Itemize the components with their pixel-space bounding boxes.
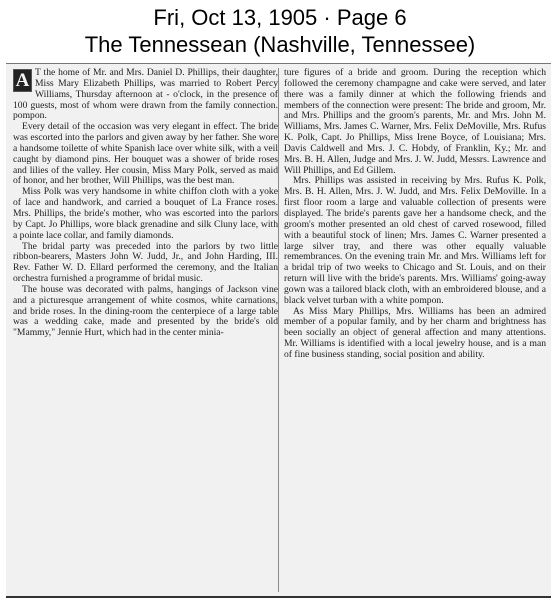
article-paragraph: Every detail of the occasion was very elegant in effect. The bride was escorted into the parlors and given away by her father. She wore a handsome toilette of white Spanish lace over white silk, with a veil caught by diamond pins. Her bouquet was a shower of bride roses and lilies of the valley. Her cousin, Miss Mary Polk, served as maid of honor, and her brother, Will Phillips, was the best man. [13,121,278,187]
date-page-line: Fri, Oct 13, 1905 · Page 6 [153,5,407,30]
column-divider [278,68,279,592]
page-header [0,0,560,62]
article-paragraph: The bridal party was preceded into the parlors by two little ribbon-bearers, Masters John W. Judd, Jr., and John Harding, III. Rev. Father W. D. Ellard performed the ceremony, and the Italian orchestra furnished a programme of bridal music. [13,240,278,285]
article-paragraph: A T the home of Mr. and Mrs. Daniel D. Phillips, their daughter, Miss Mary Elizabeth Phillips, was married to Robert Percy Williams, Thursday afternoon at - o'clock, in the presence of 100 guests, most of whom were drawn from the family connection. pompon. [13,68,278,122]
article-column-left [13,68,278,594]
article-paragraph: ture figures of a bride and groom. During the reception which followed the ceremony champagne and cake were served, and later there was a family dinner at which the following friends and members of the connection were present: The bride and groom, Mr. and Mrs. Phillips and the groom's parents, Mr. and Mrs. John M. Williams, Mrs. James C. Warner, Mrs. Felix DeMoville, Mrs. Rufus K. Polk, Capt. Jo Phillips, Miss Irene Boyce, of Louisiana; Mrs. Davis Caldwell and Mrs. J. C. Hobdy, of Franklin, Ky.; Mr. and Mrs. B. H. Allen, Judge and Mrs. J. W. Judd, Messrs. Lawrence and Will Phillips, and Ed Gillem. [284,68,546,176]
newspaper-title: The Tennessean (Nashville, Tennessee) [84,32,476,57]
article-column-right [284,68,546,594]
drop-cap: A [13,69,32,92]
newspaper-clipping [6,63,551,598]
article-paragraph: Mrs. Phillips was assisted in receiving by Mrs. Rufus K. Polk, Mrs. B. H. Allen, Mrs. J. W. Judd, and Mrs. Felix DeMoville. In a first floor room a large and valuable collection of presents were displayed. The bride's parents gave her a handsome check, and the groom's mother presented an old chest of carved rosewood, filled with a beautiful stock of linen; Mrs. James C. Warner presented a large silver tray, and there was other equally valuable remembrances. On the evening train Mr. and Mrs. Williams left for a bridal trip of two weeks to Chicago and St. Louis, and on their return will live with the bride's parents. Mrs. Williams' going-away gown was a tailored black cloth, with an embroidered blouse, and a black velvet turban with a white pompon. [284,175,546,306]
article-paragraph: As Miss Mary Phillips, Mrs. Williams has been an admired member of a popular family, and by her charm and brightness has been socially an object of general affection and many attentions. Mr. Williams is identified with a local jewelry house, and is a man of fine business standing, social position and ability. [284,305,546,360]
article-paragraph: The house was decorated with palms, hangings of Jackson vine and a picturesque arrangement of white cosmos, white carnations, and bride roses. In the dining-room the centerpiece of a large table was a wedding cake, made and presented by the bride's old "Mammy," Jennie Hurt, which had in the center minia- [13,283,278,339]
article-paragraph: Miss Polk was very handsome in white chiffon cloth with a yoke of lace and handwork, and carried a bouquet of La France roses. Mrs. Phillips, the bride's mother, who was escorted into the parlors by Capt. Jo Phillips, wore black grenadine and silk Cluny lace, with a pointe lace collar, and family diamonds. [13,186,278,241]
